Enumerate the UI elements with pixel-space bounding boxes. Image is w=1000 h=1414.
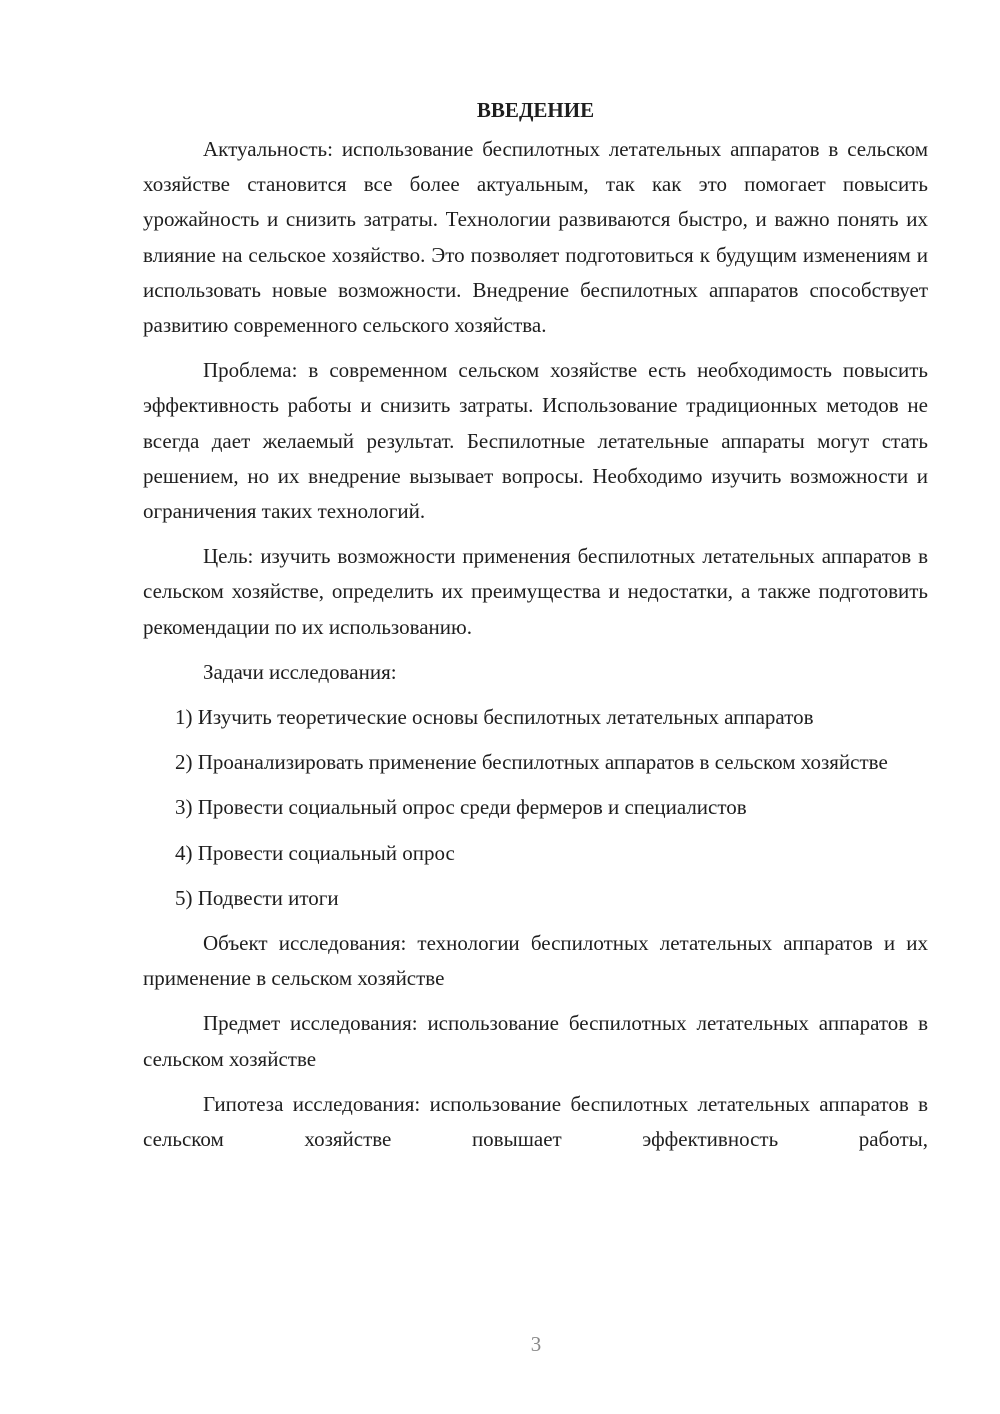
page-title: ВВЕДЕНИЕ <box>476 98 595 122</box>
relevance-paragraph: Актуальность: использование беспилотных летательных аппаратов в сельском хозяйстве становится все более актуальным, так как это помогает повысить урожайность и снизить затраты. Технологии развиваются быстро, и важно понять их влияние на сельское хозяйство. Это позволяет подготовиться к будущим изменениям и использовать новые возможности. Внедрение беспилотных аппаратов способствует развитию современного сельского хозяйства. <box>143 137 928 338</box>
task-item-5: 5) Подвести итоги <box>175 885 339 910</box>
task-item-2: 2) Проанализировать применение беспилотных аппаратов в сельском хозяйстве <box>175 750 888 775</box>
task-item-3: 3) Провести социальный опрос среди фермеров и специалистов <box>175 795 747 820</box>
task-item-4: 4) Провести социальный опрос <box>175 840 455 865</box>
task-item-1: 1) Изучить теоретические основы беспилотных летательных аппаратов <box>175 705 814 730</box>
document-page <box>143 95 928 1167</box>
tasks-heading: Задачи исследования: <box>203 659 397 684</box>
problem-paragraph: Проблема: в современном сельском хозяйстве есть необходимость повысить эффективность работы и снизить затраты. Использование традиционных методов не всегда дает желаемый результат. Беспилотные летательные аппараты могут стать решением, но их внедрение вызывает вопросы. Необходимо изучить возможности и ограничения таких технологий. <box>143 358 928 524</box>
object-paragraph: Объект исследования: технологии беспилотных летательных аппаратов и их применение в сельском хозяйстве <box>143 931 928 991</box>
page-number: 3 <box>530 1332 542 1356</box>
hypothesis-paragraph: Гипотеза исследования: использование беспилотных летательных аппаратов в сельском хозяйстве повышает эффективность работы, <box>143 1091 928 1152</box>
subject-paragraph: Предмет исследования: использование беспилотных летательных аппаратов в сельском хозяйстве <box>143 1011 928 1071</box>
goal-paragraph: Цель: изучить возможности применения беспилотных летательных аппаратов в сельском хозяйстве, определить их преимущества и недостатки, а также подготовить рекомендации по их использованию. <box>143 544 928 639</box>
